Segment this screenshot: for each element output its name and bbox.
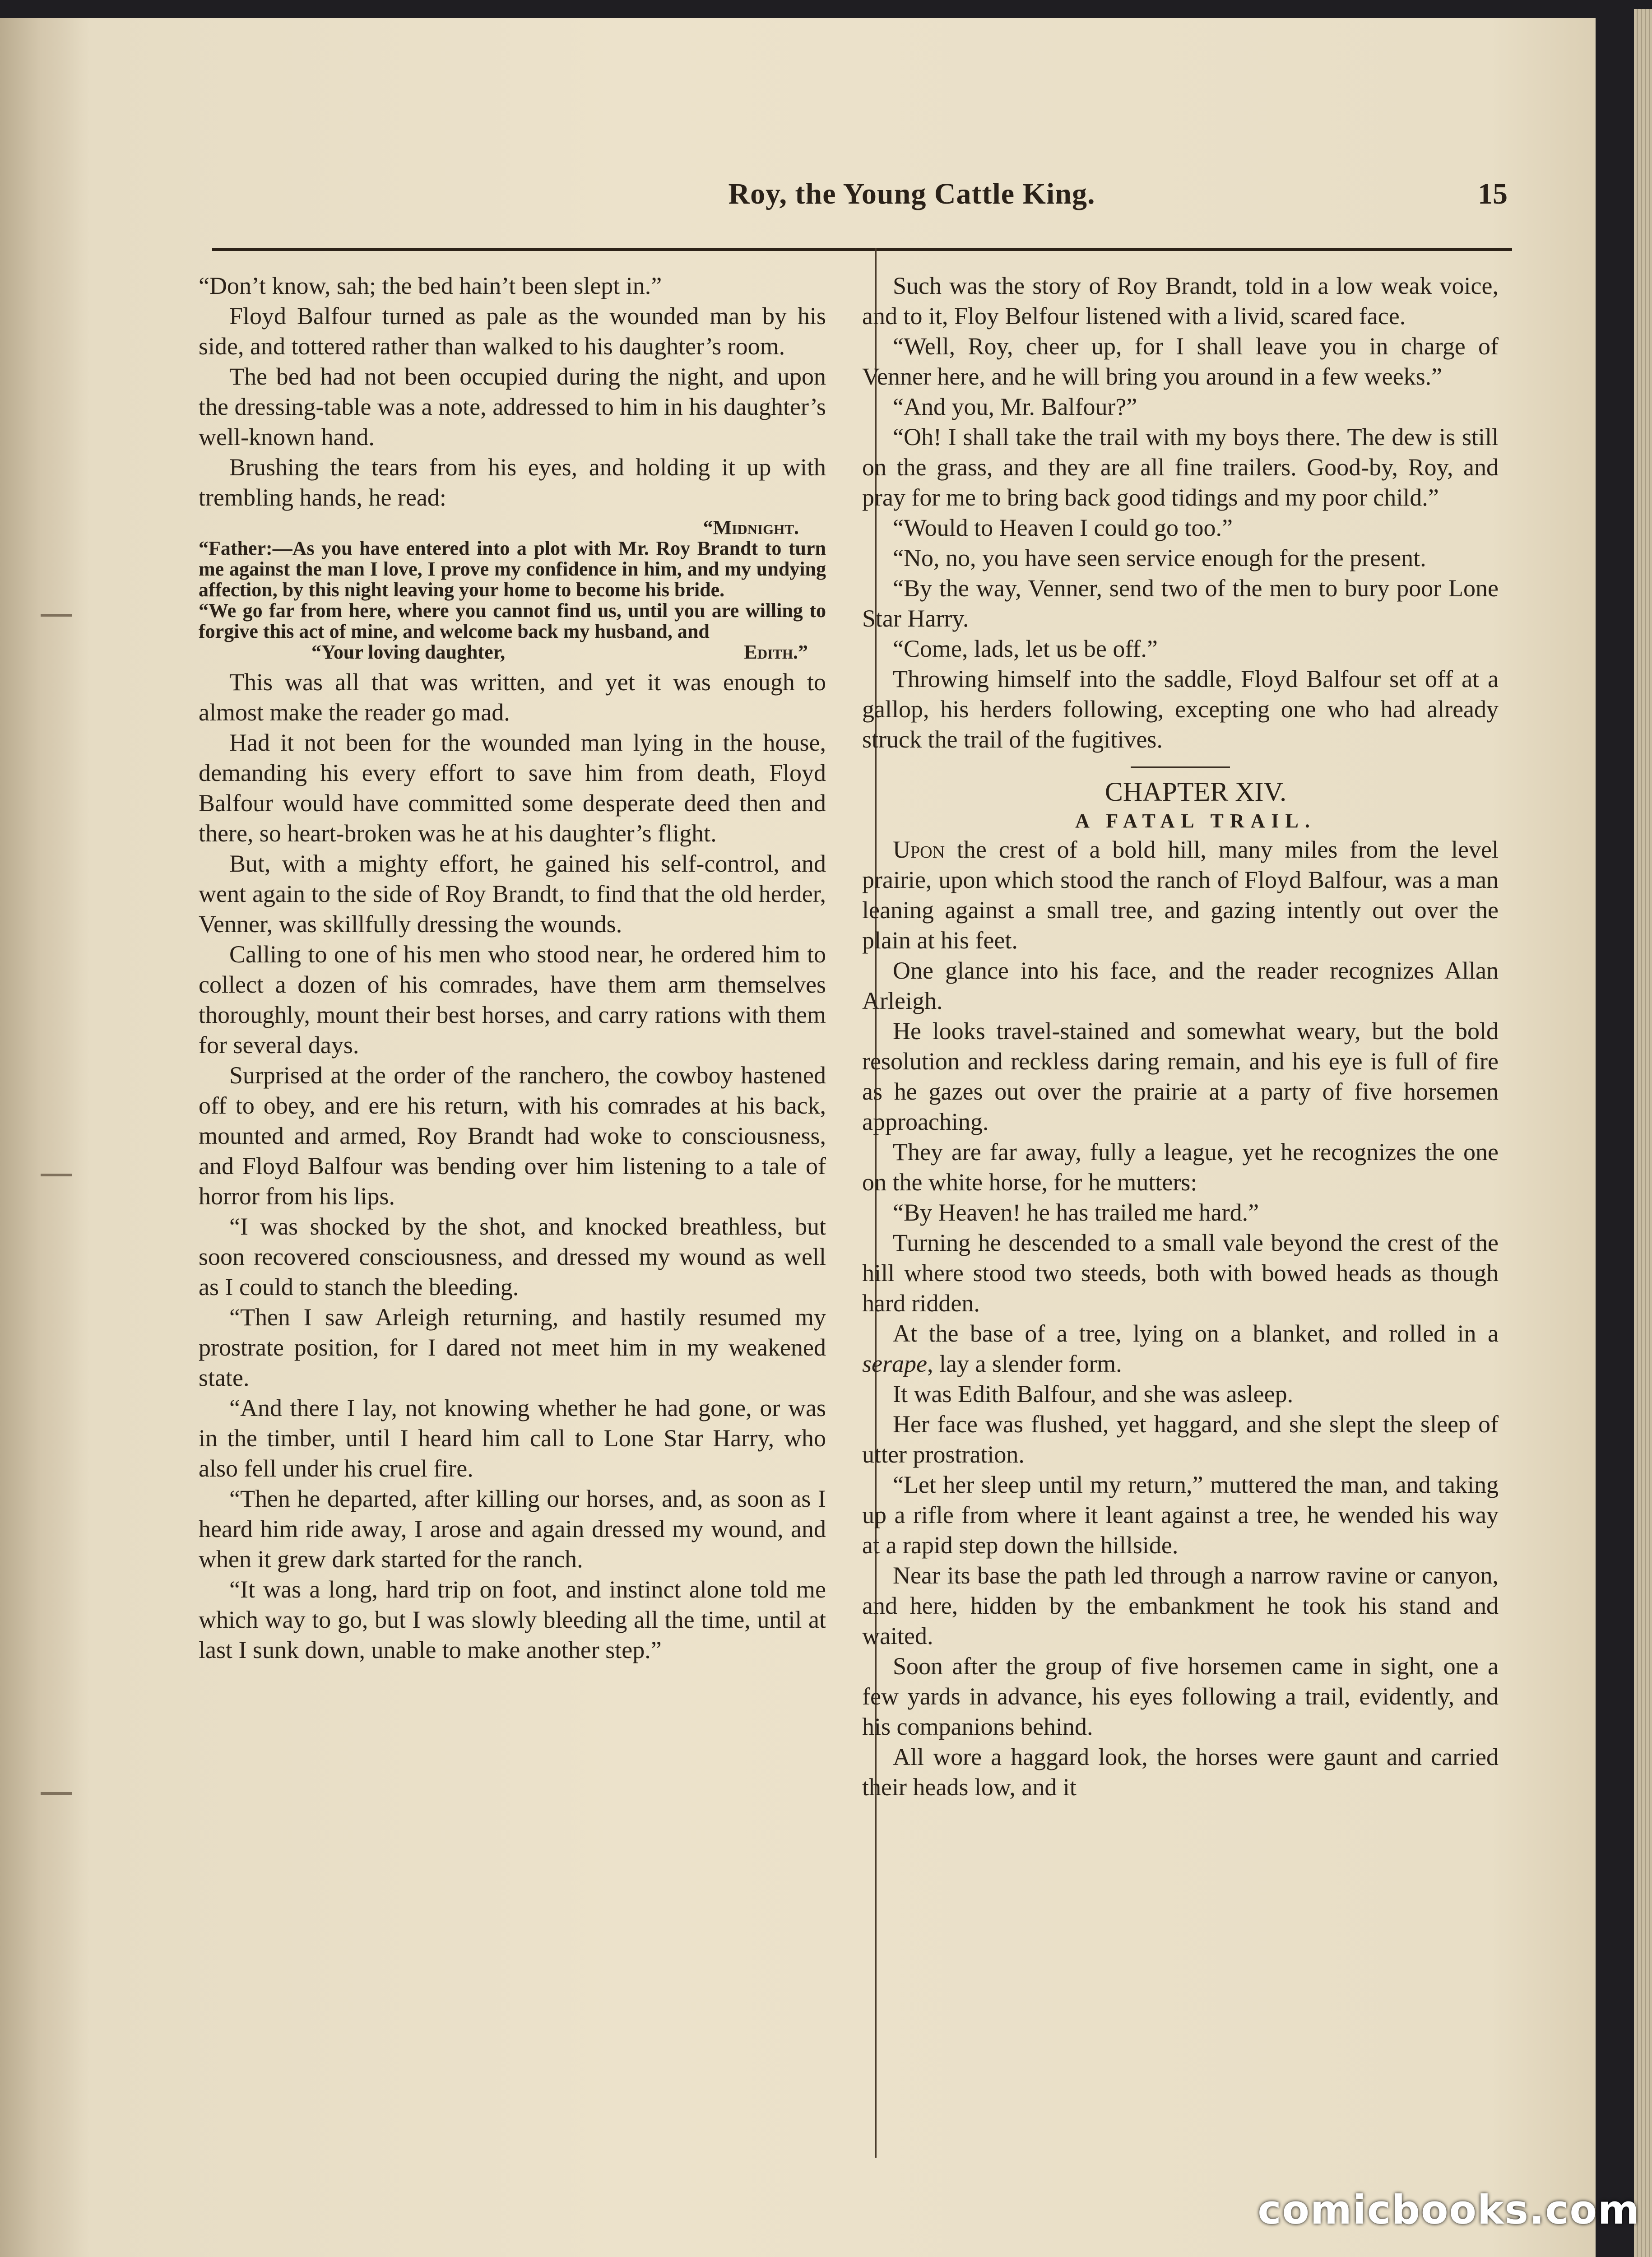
paragraph: “It was a long, hard trip on foot, and instinct alone told me which way to go, but I was slowly bleeding all the time, until at last I sunk down, unable to make another step.” <box>199 1576 826 1663</box>
paragraph: It was Edith Balfour, and she was asleep. <box>893 1380 1294 1407</box>
running-header: Roy, the Young Cattle King. <box>728 177 1095 210</box>
paragraph: “Well, Roy, cheer up, for I shall leave you in charge of Venner here, and he will bring you around in a few weeks.” <box>862 333 1499 390</box>
paragraph: Surprised at the order of the ranchero, the cowboy hastened off to obey, and ere his return, with his comrades at his back, mounted and armed, Roy Brandt had woke to consciousness, and Floyd Balfour was bending over him listening to a tale of horror from his lips. <box>199 1062 826 1210</box>
page-number: 15 <box>1478 177 1508 210</box>
section-separator <box>1131 766 1230 768</box>
paragraph <box>862 835 1499 956</box>
left-column <box>199 271 826 2185</box>
paragraph: Floyd Balfour turned as pale as the wounded man by his side, and tottered rather than walked to his daughter’s room. <box>199 302 826 360</box>
letter-closing: “Your loving daughter, <box>311 641 506 663</box>
binding-stitch <box>41 614 72 617</box>
paragraph: Near its base the path led through a narrow ravine or canyon, and here, hidden by the embankment he took his stand and waited. <box>862 1562 1499 1649</box>
paragraph: “I was shocked by the shot, and knocked breathless, but soon recovered consciousness, and dressed my wound as well as I could to stanch the bleeding. <box>199 1213 826 1300</box>
paragraph: One glance into his face, and the reader recognizes Allan Arleigh. <box>862 957 1499 1014</box>
paragraph-text: At the base of a tree, lying on a blanket, and rolled in a <box>893 1320 1499 1347</box>
binding-stitch <box>41 1792 72 1795</box>
paragraph: Such was the story of Roy Brandt, told in a low weak voice, and to it, Floy Belfour listened with a livid, scared face. <box>862 272 1499 330</box>
paragraph: “And there I lay, not knowing whether he had gone, or was in the timber, until I heard him call to Lone Star Harry, who also fell under his cruel fire. <box>199 1394 826 1482</box>
paragraph: The bed had not been occupied during the night, and upon the dressing-table was a note, addressed to him in his daughter’s well-known hand. <box>199 363 826 450</box>
chapter-subtitle: A FATAL TRAIL. <box>1075 810 1316 832</box>
paragraph: “Would to Heaven I could go too.” <box>893 514 1233 541</box>
paragraph: “No, no, you have seen service enough for the present. <box>893 544 1426 571</box>
paragraph: “Oh! I shall take the trail with my boys there. The dew is still on the grass, and they are all fine trailers. Good-by, Roy, and pray for me to bring back good tidings and my poor child.” <box>862 423 1499 511</box>
paragraph: All wore a haggard look, the horses were gaunt and carried their heads low, and it <box>862 1743 1499 1801</box>
paragraph: This was all that was written, and yet it was enough to almost make the reader go mad. <box>199 669 826 726</box>
page-edges <box>1634 9 1652 2257</box>
paragraph: Throwing himself into the saddle, Floyd Balfour set off at a gallop, his herders following, excepting one who had already struck the trail of the fugitives. <box>862 665 1499 753</box>
paragraph <box>862 1319 1499 1379</box>
paragraph: Calling to one of his men who stood near, he ordered him to collect a dozen of his comrades, have them arm themselves thoroughly, mount their best horses, and carry rations with them for several days. <box>199 941 826 1059</box>
paragraph: “Don’t know, sah; the bed hain’t been slept in.” <box>199 272 662 299</box>
binding-gutter <box>0 18 90 2257</box>
paragraph-text: the crest of a bold hill, many miles from the level prairie, upon which stood the ranch of Floyd Balfour, was a man leaning against a small tree, and gazing intently out over the plain at his feet. <box>862 836 1499 954</box>
letter-body: “Father:—As you have entered into a plot with Mr. Roy Brandt to turn me against the man I love, I prove my confidence in him, and my undying affection, by this night leaving your home to become his bride. <box>199 537 826 601</box>
paragraph-text: , lay a slender form. <box>927 1350 1122 1377</box>
paragraph: “By Heaven! he has trailed me hard.” <box>893 1199 1259 1226</box>
binding-stitch <box>41 1174 72 1176</box>
paragraph: “By the way, Venner, send two of the men to bury poor Lone Star Harry. <box>862 575 1499 632</box>
paragraph: Brushing the tears from his eyes, and holding it up with trembling hands, he read: <box>199 454 826 511</box>
paragraph: They are far away, fully a league, yet he recognizes the one on the white horse, for he mutters: <box>862 1138 1499 1196</box>
letter-signature-line <box>199 642 826 663</box>
paragraph: “Come, lads, let us be off.” <box>893 635 1158 662</box>
letter-dateline: “Midnight. <box>703 516 799 539</box>
paragraph: He looks travel-stained and somewhat weary, but the bold resolution and reckless daring remain, and his eye is full of fire as he gazes out over the prairie at a party of five horsemen approaching. <box>862 1017 1499 1135</box>
paragraph: “And you, Mr. Balfour?” <box>893 393 1137 420</box>
letter-signature: Edith.” <box>744 641 808 663</box>
paragraph: “Then I saw Arleigh returning, and hastily resumed my prostrate position, for I dared not meet him in my weakened state. <box>199 1304 826 1391</box>
letter-body: “We go far from here, where you cannot find us, until you are willing to forgive this act of mine, and welcome back my husband, and <box>199 599 826 642</box>
site-watermark: comicbooks.com <box>1258 2186 1640 2233</box>
paragraph: Had it not been for the wounded man lying in the house, demanding his every effort to save him from death, Floyd Balfour would have committed some desperate deed then and there, so heart-broken was he at his daughter’s flight. <box>199 729 826 847</box>
header-rule <box>212 248 1512 251</box>
quoted-letter <box>199 517 826 663</box>
italic-word: serape <box>862 1350 927 1377</box>
right-column <box>862 271 1499 2185</box>
paragraph: But, with a mighty effort, he gained his self-control, and went again to the side of Roy Brandt, to find that the old herder, Venner, was skillfully dressing the wounds. <box>199 850 826 938</box>
paragraph: Her face was flushed, yet haggard, and she slept the sleep of utter prostration. <box>862 1411 1499 1468</box>
lead-word: Upon <box>893 836 945 863</box>
chapter-heading: CHAPTER XIV. <box>1104 777 1287 807</box>
paragraph: Turning he descended to a small vale beyond the crest of the hill where stood two steeds, both with bowed heads as though hard ridden. <box>862 1229 1499 1317</box>
paragraph: Soon after the group of five horsemen came in sight, one a few yards in advance, his eyes following a trail, evidently, and his companions behind. <box>862 1653 1499 1740</box>
paragraph: “Let her sleep until my return,” muttered the man, and taking up a rifle from where it leant against a tree, he wended his way at a rapid step down the hillside. <box>862 1471 1499 1559</box>
paragraph: “Then he departed, after killing our horses, and, as soon as I heard him ride away, I arose and again dressed my wound, and when it grew dark started for the ranch. <box>199 1485 826 1573</box>
book-page <box>0 18 1596 2257</box>
